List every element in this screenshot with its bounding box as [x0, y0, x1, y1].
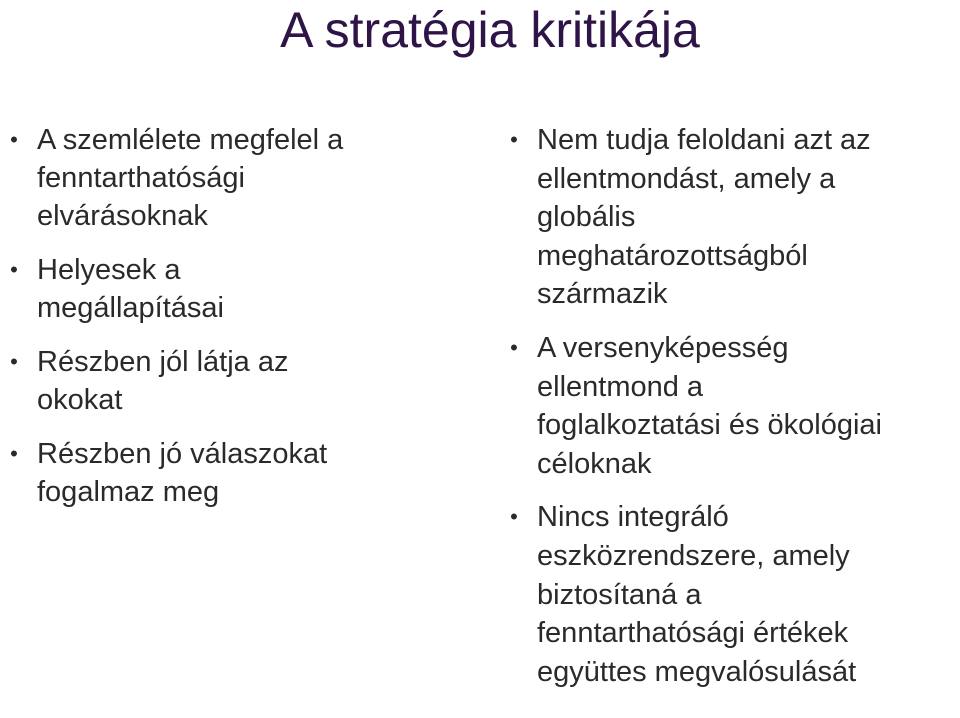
list-item-line: ellentmond a	[537, 370, 704, 403]
list-item-line: meghatározottságból	[537, 239, 808, 272]
list-item	[0, 251, 470, 327]
list-item-line: Nincs integráló	[537, 501, 729, 534]
list-item-line: biztosítaná a	[537, 578, 702, 611]
bullet-icon: •	[10, 349, 18, 374]
bullet-icon: •	[10, 127, 18, 152]
list-item-line: együttes megvalósulását	[537, 655, 857, 688]
slide-title: A stratégia kritikája	[280, 2, 700, 58]
list-item-line: megállapításai	[37, 292, 224, 324]
list-item-line: ellentmondást, amely a	[537, 162, 836, 195]
list-item	[0, 435, 470, 511]
list-item-line: okokat	[37, 384, 123, 416]
list-item	[0, 343, 470, 419]
bullet-icon: •	[510, 334, 518, 360]
list-item	[500, 329, 960, 483]
list-item-line: foglalkoztatási és ökológiai	[537, 409, 882, 442]
bullet-icon: •	[10, 441, 18, 466]
list-item-line: fenntarthatósági értékek	[537, 617, 849, 650]
list-item-line: Nem tudja feloldani azt az	[537, 124, 871, 156]
bullet-icon: •	[10, 257, 18, 282]
list-item-line: A szemlélete megfelel a	[37, 124, 344, 156]
list-item-line: eszközrendszere, amely	[537, 539, 850, 572]
list-item-line: Részben jó válaszokat	[37, 438, 328, 470]
list-item	[0, 121, 470, 235]
bullet-icon: •	[510, 504, 518, 530]
bullet-icon: •	[510, 127, 518, 152]
list-item-line: Részben jól látja az	[37, 346, 289, 378]
list-item-line: fogalmaz meg	[37, 476, 220, 508]
left-bullet-list	[0, 121, 470, 527]
list-item-line: céloknak	[537, 447, 652, 480]
list-item-line: A versenyképesség	[537, 331, 789, 364]
list-item	[500, 498, 960, 691]
list-item-line: fenntarthatósági	[37, 162, 245, 194]
list-item-line: elvárásoknak	[37, 200, 208, 232]
list-item-line: globális	[537, 201, 636, 234]
list-item	[500, 121, 960, 314]
list-item-line: származik	[537, 278, 668, 311]
right-bullet-list	[500, 121, 960, 706]
list-item-line: Helyesek a	[37, 254, 181, 286]
